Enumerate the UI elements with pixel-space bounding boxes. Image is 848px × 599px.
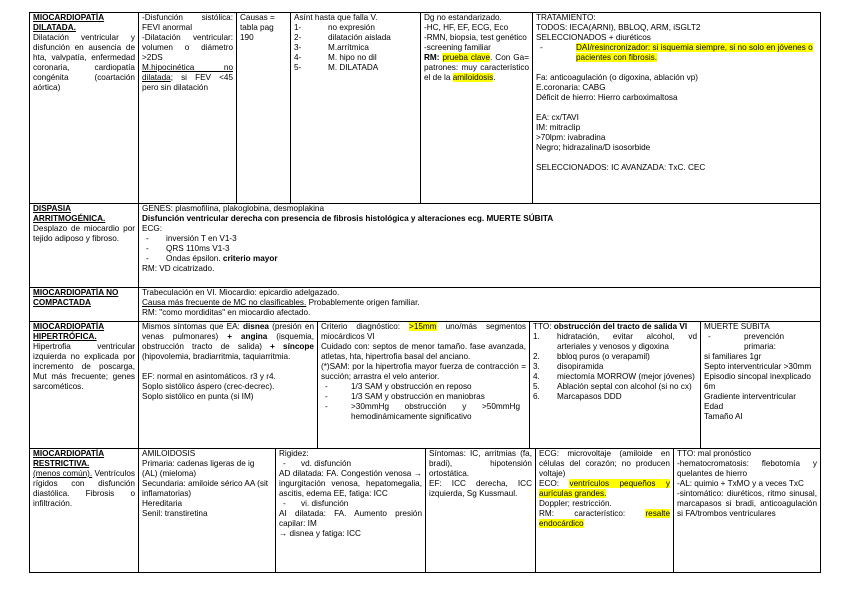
hipertrof-tto-3: 3. disopiramida (533, 362, 697, 372)
nocompact-l1: Trabeculación en VI. Miocardio: epicardio adelgazado. (142, 288, 340, 297)
restrict-amiloid-5: Senil: transtiretina (142, 509, 208, 518)
hipertrof-ms-1: si familiares 1gr (704, 352, 762, 361)
dilatada-evol-4: 4- M. hipo no dil (294, 53, 417, 63)
restrict-vd: - vd. disfunción (279, 459, 422, 469)
restrict-tto-cell (673, 449, 820, 572)
hipertrof-sam-2: - 1/3 SAM y obstrucción en maniobras (321, 392, 526, 402)
hipertrof-ms-prev: - prevención primaria: (704, 332, 817, 352)
restrict-title: MIOCARDIOPATÍA RESTRICTIVA. (33, 449, 105, 468)
dilatada-def-1: -Disfunción sistólica: FEVI anormal (142, 13, 233, 32)
hipertrof-sintomas-cell: Mismos síntomas que EA: disnea (presión en venas pulmonares) + angina (isquemia, obstrucción tracto de salida) + síncope (hipovolemia, bradiarritmia, taquiarritmia. EF: normal en asintomáticos. r3 y r4. Soplo sistólico áspero (crec-decrec). Soplo sistólico en punta (si IM) (138, 322, 317, 448)
restrict-amiloid-3: Secundaria: amiloide sérico AA (sit inflamatorias) (142, 479, 269, 498)
hipertrof-tto-cell: TTO: obstrucción del tracto de salida VI 1. hidratación, evitar alcohol, vd arteriales y venosos y digoxina 2. bbloq puros (o verapamil) 3. disopiramida 4. miectomía MORROW (mejor jóvenes) 5. Ablación septal con alcohol (si no cx) 6. Marcapasos DDD (529, 322, 700, 448)
restrict-sintomas: Síntomas: IC, arritmias (fa, bradi), hipotensión ortostática. (429, 449, 532, 478)
dilatada-causas-cell (236, 13, 290, 203)
dilatada-mid-3: Déficit de hierro: Hierro carboximaltosa (536, 93, 678, 102)
dilatada-amiloidosis: amiloidosis (452, 73, 494, 82)
dilatada-title: MIOCARDIOPATÍA DILATADA. (33, 13, 105, 32)
dilatada-evol-2: 2- dilatación aislada (294, 33, 417, 43)
restrict-tto-3: -AL: quimio + TxMO y a veces TxC (677, 479, 804, 488)
hipertrof-title: MIOCARDIOPATÍA HIPERTRÓFICA. (33, 322, 105, 341)
hipertrof-tto-4: 4. miectomía MORROW (mejor jóvenes) (533, 372, 697, 382)
restrict-tto-4: -sintomático: diuréticos, ritmo sinusal, marcapasos si bradi, anticoagulación si FA/trombos ventriculares (677, 489, 817, 518)
restrict-ef: EF: ICC derecha, ICC izquierda, Sg Kussmaul. (429, 479, 532, 498)
hipertrof-ef-2: Soplo sistólico áspero (crec-decrec). (142, 382, 275, 391)
nocompact-l2-tail: Probablemente origen familiar. (306, 298, 420, 307)
arritmo-body-cell (138, 204, 820, 287)
dilatada-mid-2: E.coronaria: CABG (536, 83, 606, 92)
hipertrof-desc-cell (30, 322, 138, 448)
hipertrof-ms-3: Episodio sincopal inexplicado 6m (704, 372, 811, 391)
hipertrof-ms-2: Septo interventricular >30mm (704, 362, 812, 371)
dilatada-desc-cell (30, 13, 138, 203)
dilatada-evol-1: 1- no expresión (294, 23, 417, 33)
arritmo-genes: GENES: plasmofilina, plakoglobina, desmoplakina (142, 204, 325, 213)
restrict-rigidez-cell (275, 449, 425, 572)
hipertrof-ms-cell (700, 322, 820, 448)
row-no-compactada (29, 287, 821, 321)
arritmo-ecg-3: - Ondas épsilon. criterio mayor (142, 254, 817, 264)
dilatada-sel: SELECCIONADOS: IC AVANZADA: TxC. CEC (536, 163, 706, 172)
row-dilatada (29, 12, 821, 203)
dilatada-dg-3: -RMN, biopsia, test genético (424, 33, 527, 42)
hipertrof-tto-5: 5. Ablación septal con alcohol (si no cx) (533, 382, 697, 392)
hipertrof-disnea: disnea (243, 322, 269, 331)
hipertrof-angina: angina (240, 332, 268, 341)
restrict-desc-cell (30, 449, 138, 572)
restrict-desc: Ventrículos rígidos con disfunción diastólica. Fibrosis o infiltración. (33, 469, 136, 508)
hipertrof-tto-2: 2. bbloq puros (o verapamil) (533, 352, 697, 362)
dilatada-evol-head: Asínt hasta que falla V. (294, 13, 378, 22)
restrict-ecg-cell: ECG: microvoltaje (amiloide en células del corazón; no producen voltaje) ECO: ventrículos pequeños y aurículas grandes. Doppler; restricción. RM: característico: resalte endocárdico (535, 449, 673, 572)
hipertrof-desc: Hipertrofia ventricular izquierda no explicada por incremento de poscarga, Mut más frecuente; genes sarcométicos. (33, 342, 135, 391)
restrict-eco-hl: ventrículos pequeños y aurículas grandes. (539, 479, 670, 498)
dilatada-hipo: M.hipocinética no dilatada (142, 63, 233, 82)
nocompact-l3: RM: "como mordiditas" en miocardio afectado. (142, 308, 311, 317)
restrict-tto-1: TTO: mal pronóstico (677, 449, 752, 458)
hipertrof-ms-head: MUERTE SÚBITA (704, 322, 770, 331)
hipertrof-cuidado: Cuidado con: septos de menor tamaño. fase avanzada, atletas, hta, hipertrofia basal del anciano. (321, 342, 526, 361)
arritmo-desc-cell (30, 204, 138, 287)
dilatada-low-3: >70lpm: ivabradina (536, 133, 606, 142)
dilatada-rm-tail: . Con Ga= patrones: muy característico el de la (424, 53, 529, 82)
restrict-amiloid-4: Hereditaria (142, 499, 183, 508)
restrict-rm-hl: resalte endocárdico (539, 509, 671, 528)
arritmo-desc: Desplazo de miocardio por tejido adiposo y fibroso. (33, 224, 135, 243)
hipertrof-15mm: >15mm (409, 322, 437, 331)
dilatada-rm-hl: prueba clave (442, 53, 491, 62)
dilatada-rm-label: RM: (424, 53, 440, 62)
arritmo-rm: RM: VD cicatrizado. (142, 264, 215, 273)
row-arritmogenica (29, 203, 821, 287)
dilatada-tto-2: TODOS: IECA(ARNI), BBLOQ, ARM, iSGLT2 (536, 23, 701, 32)
dilatada-dg-4: -screening familiar (424, 43, 491, 52)
dilatada-dg-2: -HC, HF, EF, ECG, Eco (424, 23, 509, 32)
hipertrof-ef-1: EF: normal en asintomáticos. r3 y r4. (142, 372, 276, 381)
dilatada-dg-1: Dg no estandarizado. (424, 13, 502, 22)
hipertrof-sam-1: - 1/3 SAM y obstrucción en reposo (321, 382, 526, 392)
restrict-amiloid-1: AMILOIDOSIS (142, 449, 196, 458)
nocompact-title: MIOCARDIOPATÍA NO COMPACTADA (33, 288, 119, 307)
hipertrof-sincope: + síncope (270, 342, 314, 351)
arritmo-ecg: ECG: (142, 224, 163, 233)
dilatada-causas: Causas = tabla pag 190 (240, 13, 275, 42)
dilatada-tto-cell (532, 13, 820, 203)
notes-table (29, 12, 821, 573)
restrict-ad: AD dilatada: FA. Congestión venosa → ingurgitación venosa, hepatomegalia, ascitis, edema EE, fatiga: ICC (279, 469, 422, 498)
hipertrof-tto-1: 1. hidratación, evitar alcohol, vd arteriales y venosos y digoxina (533, 332, 697, 352)
dilatada-hipo-tail: ; si FEV <45 pero sin dilatación (142, 73, 233, 92)
dilatada-dg-cell: Dg no estandarizado. -HC, HF, EF, ECG, Eco -RMN, biopsia, test genético -screening familiar RM: prueba clave. Con Ga= patrones: muy característico el de la amiloidosis. (420, 13, 532, 203)
restrict-amiloid-cell (138, 449, 275, 572)
dilatada-evol-3: 3- M.arrítmica (294, 43, 417, 53)
hipertrof-ef-3: Soplo sistólico en punta (si IM) (142, 392, 254, 401)
dilatada-low-4: Negro; hidrazalina/D isosorbide (536, 143, 651, 152)
arritmo-ecg-2: - QRS 110ms V1-3 (142, 244, 817, 254)
restrict-vi: - vi. disfunción (279, 499, 422, 509)
row-restrictiva (29, 448, 821, 573)
restrict-ai: AI dilatada: FA. Aumento presión capilar: IM (279, 509, 422, 528)
restrict-tto-2: -hematocromatosis: flebotomía y quelantes de hierro (677, 459, 817, 478)
dilatada-dai: - DAI/resincronizador: si isquemia siempre, si no solo en jóvenes o pacientes con fibrosis. (536, 43, 817, 63)
dilatada-evol-cell (290, 13, 420, 203)
dilatada-mid-1: Fa: anticoagulación (o digoxina, ablación vp) (536, 73, 699, 82)
dilatada-tto-1: TRATAMIENTO: (536, 13, 596, 22)
restrict-sintomas-cell (425, 449, 535, 572)
restrict-doppler: Doppler; restricción. (539, 499, 612, 508)
dilatada-def-2: -Dilatación ventricular: volumen o diámetro >2DS (142, 33, 233, 62)
arritmo-ecg-1: - inversión T en V1-3 (142, 234, 817, 244)
hipertrof-ms-5: Edad (704, 402, 724, 411)
dilatada-evol-5: 5- M. DILATADA (294, 63, 417, 73)
hipertrof-criterio-cell: Criterio diagnóstico: >15mm uno/más segmentos miocárdicos VI Cuidado con: septos de menor tamaño. fase avanzada, atletas, hta, hipertrofia basal del anciano. (*)SAM: por la hipertrofia mayor fuerza de contracción = succión; arrastra el velo anterior. - 1/3 SAM y obstrucción en reposo - 1/3 SAM y obstrucción en maniobras - >30mmHg obstrucción y >50mmHg hemodinámicamente significativo (317, 322, 529, 448)
dilatada-desc: Dilatación ventricular y disfunción en ausencia de hta, valvpatía, enfermedad coronaria, cardiopatía congénita (coartación aórtica) (33, 33, 135, 92)
arritmo-title: DISPASIA ARRITMOGÉNICA. (33, 204, 106, 223)
hipertrof-ms-6: Tamaño AI (704, 412, 743, 421)
dilatada-tto-3: SELECCIONADOS + diuréticos (536, 33, 651, 42)
restrict-rigidez-head: Rigidez: (279, 449, 309, 458)
hipertrof-ms-4: Gradiente interventricular (704, 392, 796, 401)
nocompact-body-cell (138, 288, 820, 321)
nocompact-title-cell (30, 288, 138, 321)
row-hipertrofica (29, 321, 821, 448)
restrict-sub: (menos común). (33, 469, 93, 478)
restrict-last: → disnea y fatiga: ICC (279, 529, 361, 538)
dilatada-low-2: IM: mitraclip (536, 123, 581, 132)
dilatada-def-cell (138, 13, 236, 203)
nocompact-l2: Causa más frecuente de MC no clasificables. (142, 298, 307, 307)
restrict-amiloid-2: Primaria: cadenas ligeras de ig (AL) (mieloma) (142, 459, 255, 478)
arritmo-bold: Disfunción ventricular derecha con presencia de fibrosis histológica y alteraciones ecg. MUERTE SÚBITA (142, 214, 554, 223)
hipertrof-sam: (*)SAM: por la hipertrofia mayor fuerza de contracción = succión; arrastra el velo anterior. (321, 362, 526, 381)
restrict-ecg: ECG: microvoltaje (amiloide en células del corazón; no producen voltaje) (539, 449, 670, 478)
hipertrof-tto-6: 6. Marcapasos DDD (533, 392, 697, 402)
hipertrof-sam-3: - >30mmHg obstrucción y >50mmHg hemodinámicamente significativo (321, 402, 526, 422)
dilatada-low-1: EA: cx/TAVI (536, 113, 579, 122)
